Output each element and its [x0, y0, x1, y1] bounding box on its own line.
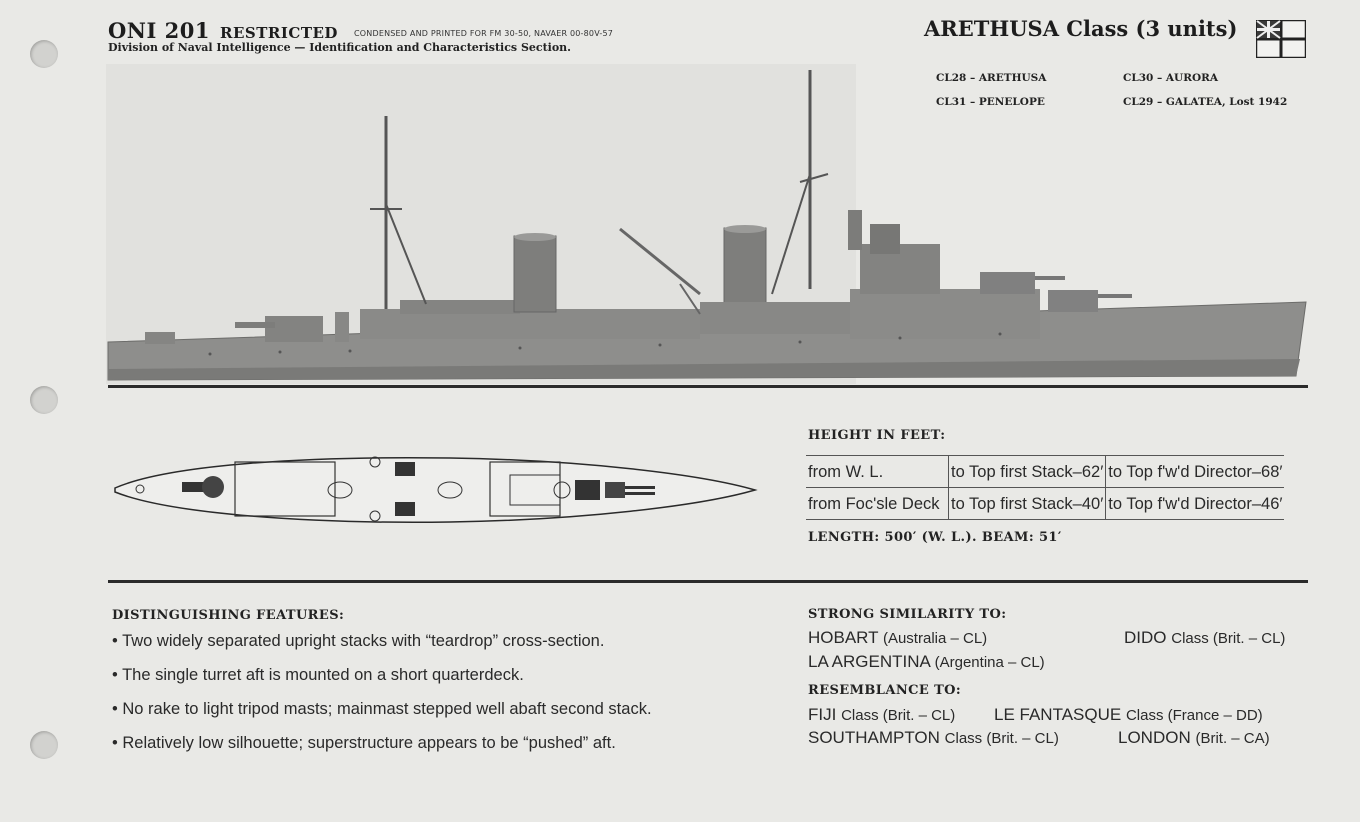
divider-rule — [108, 580, 1308, 583]
resemble-fiji — [808, 705, 955, 725]
ship-name: LE FANTASQUE — [994, 705, 1122, 724]
ship-name: LA ARGENTINA — [808, 652, 930, 671]
resemble-fantasque — [994, 705, 1263, 725]
ship-note: Class (France – DD) — [1125, 707, 1263, 724]
divider-rule — [108, 385, 1308, 388]
binder-hole — [30, 731, 58, 759]
ship-name: SOUTHAMPTON — [808, 728, 940, 747]
similar-hobart — [808, 628, 987, 648]
restricted-label: RESTRICTED — [220, 24, 338, 42]
ship-name: LONDON — [1118, 728, 1191, 747]
class-title: ARETHUSA Class (3 units) — [924, 16, 1238, 41]
features-heading: DISTINGUISHING FEATURES: — [112, 608, 345, 623]
binder-hole — [30, 40, 58, 68]
unit-penelope: CL31 – PENELOPE — [936, 96, 1045, 108]
table-row — [806, 456, 1284, 488]
height-heading: HEIGHT IN FEET: — [808, 428, 946, 443]
dimensions-line: LENGTH: 500′ (W. L.). BEAM: 51′ — [808, 530, 1062, 545]
table-cell: from W. L. — [806, 456, 949, 488]
white-ensign-flag-icon — [1256, 20, 1306, 58]
table-cell: from Foc'sle Deck — [806, 488, 949, 520]
unit-aurora: CL30 – AURORA — [1123, 72, 1218, 84]
resemble-southampton — [808, 728, 1059, 748]
resemblance-heading: RESEMBLANCE TO: — [808, 683, 962, 698]
height-table — [806, 455, 1284, 520]
table-cell: to Top first Stack–40′ — [949, 488, 1106, 520]
similar-argentina — [808, 652, 1045, 672]
binder-hole — [30, 386, 58, 414]
ship-note: Class (Brit. – CL) — [841, 707, 956, 724]
division-line: Division of Naval Intelligence — Identification and Characteristics Section. — [108, 41, 572, 54]
resemble-london — [1118, 728, 1270, 748]
unit-galatea: CL29 – GALATEA, Lost 1942 — [1123, 96, 1288, 108]
feature-item: • Two widely separated upright stacks with “teardrop” cross-section. — [112, 632, 605, 650]
ship-note: (Argentina – CL) — [934, 654, 1045, 671]
ship-note: Class (Brit. – CL) — [944, 730, 1059, 747]
ship-name: DIDO — [1124, 628, 1167, 647]
table-cell: to Top first Stack–62′ — [949, 456, 1106, 488]
table-row — [806, 488, 1284, 520]
table-cell: to Top f'w'd Director–68′ — [1106, 456, 1285, 488]
ship-note: (Brit. – CA) — [1195, 730, 1270, 747]
ship-note: (Australia – CL) — [882, 630, 988, 647]
doc-id: ONI 201 — [108, 18, 210, 43]
feature-item: • The single turret aft is mounted on a short quarterdeck. — [112, 666, 524, 684]
deck-plan-image — [110, 450, 760, 530]
feature-item: • Relatively low silhouette; superstructure appears to be “pushed” aft. — [112, 734, 616, 752]
ship-profile-image — [100, 64, 1320, 394]
condensed-note: CONDENSED AND PRINTED FOR FM 30-50, NAVAER 00-80V-57 — [354, 29, 614, 38]
similarity-heading: STRONG SIMILARITY TO: — [808, 607, 1007, 622]
ship-note: Class (Brit. – CL) — [1171, 630, 1286, 647]
table-cell: to Top f'w'd Director–46′ — [1106, 488, 1285, 520]
ship-name: HOBART — [808, 628, 879, 647]
unit-arethusa: CL28 – ARETHUSA — [936, 72, 1047, 84]
similar-dido — [1124, 628, 1285, 648]
feature-item: • No rake to light tripod masts; mainmast stepped well abaft second stack. — [112, 700, 652, 718]
ship-name: FIJI — [808, 705, 837, 724]
